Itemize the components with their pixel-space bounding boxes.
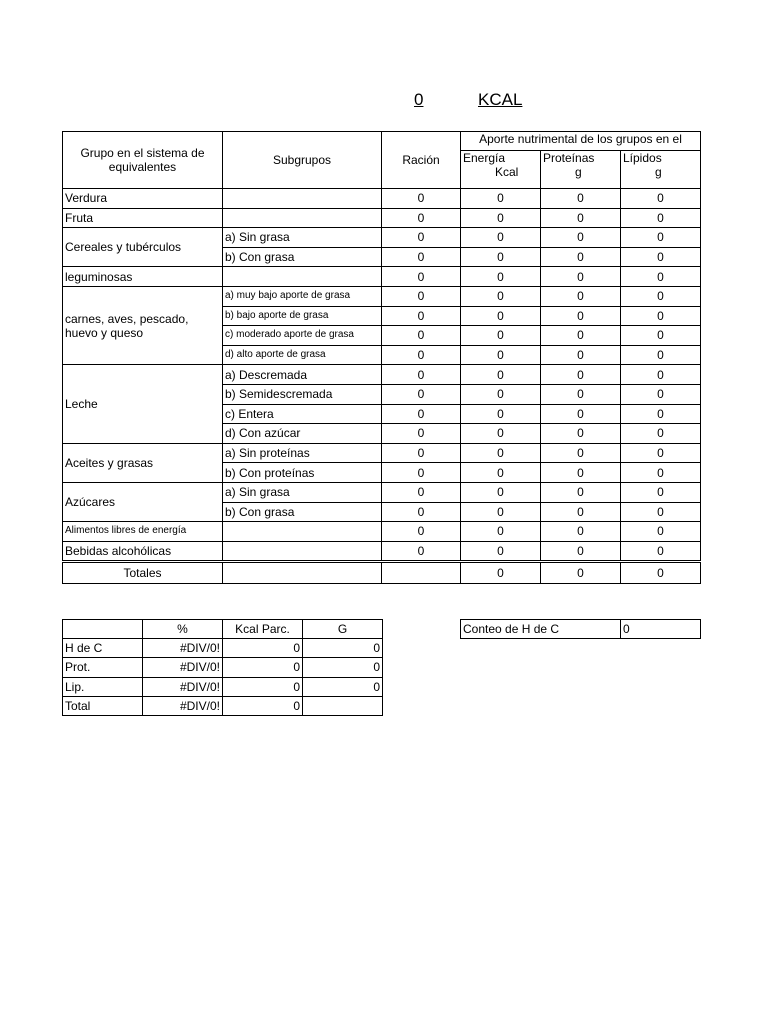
- value-cell: 0: [541, 228, 621, 248]
- empty-cell: 0: [223, 639, 303, 658]
- header-pct: %: [143, 620, 223, 639]
- value-cell: 0: [541, 522, 621, 542]
- value-cell: 0: [382, 404, 461, 424]
- group-label: Aceites y grasas: [63, 443, 223, 482]
- empty-cell: 0: [223, 696, 303, 715]
- value-cell: 0: [621, 404, 701, 424]
- row-label: Lip.: [63, 677, 143, 696]
- totals-row: [63, 562, 701, 584]
- value-cell: 0: [382, 345, 461, 365]
- value-cell: 0: [621, 365, 701, 385]
- value-cell: 0: [382, 189, 461, 209]
- table-row: [63, 443, 701, 463]
- equivalents-table: [62, 131, 701, 584]
- value-cell: 0: [461, 228, 541, 248]
- empty-cell: [223, 522, 382, 542]
- header-ration: Ración: [382, 132, 461, 189]
- conteo-hc-table: [460, 619, 701, 639]
- header-lipid: Lípidos g: [621, 151, 701, 189]
- value-cell: 0: [621, 541, 701, 562]
- value-cell: 0: [621, 306, 701, 326]
- value-cell: 0: [621, 522, 701, 542]
- table-row: [63, 208, 701, 228]
- empty-cell: [223, 208, 382, 228]
- macro-summary-table: [62, 619, 383, 716]
- table-row: [63, 696, 383, 715]
- conteo-value: 0: [621, 620, 701, 639]
- value-cell: 0: [461, 424, 541, 444]
- value-cell: 0: [541, 541, 621, 562]
- value-cell: 0: [461, 306, 541, 326]
- table-row: [63, 639, 383, 658]
- value-cell: 0: [461, 463, 541, 483]
- empty-cell: 0: [223, 677, 303, 696]
- value-cell: 0: [621, 345, 701, 365]
- group-label: Alimentos libres de energía: [63, 522, 223, 542]
- empty-cell: [223, 541, 382, 562]
- subgroup-label: b) Semidescremada: [223, 384, 382, 404]
- row-label: Total: [63, 696, 143, 715]
- value-cell: 0: [621, 384, 701, 404]
- subgroup-label: c) moderado aporte de grasa: [223, 326, 382, 346]
- empty-cell: 0: [303, 658, 383, 677]
- value-cell: 0: [541, 286, 621, 306]
- value-cell: 0: [621, 424, 701, 444]
- group-label: Leche: [63, 365, 223, 443]
- value-cell: 0: [461, 541, 541, 562]
- value-cell: 0: [382, 267, 461, 287]
- value-cell: 0: [621, 443, 701, 463]
- value-cell: 0: [461, 443, 541, 463]
- value-cell: 0: [382, 384, 461, 404]
- value-cell: 0: [461, 384, 541, 404]
- row-label: H de C: [63, 639, 143, 658]
- empty-cell: [223, 562, 382, 584]
- value-cell: 0: [461, 286, 541, 306]
- value-cell: 0: [461, 522, 541, 542]
- value-cell: 0: [541, 189, 621, 209]
- value-cell: 0: [541, 482, 621, 502]
- value-cell: 0: [461, 326, 541, 346]
- value-cell: 0: [382, 463, 461, 483]
- value-cell: 0: [382, 326, 461, 346]
- total-lipid: 0: [621, 562, 701, 584]
- total-energy: 0: [461, 562, 541, 584]
- subgroup-label: b) Con grasa: [223, 247, 382, 267]
- table-row: [63, 541, 701, 562]
- value-cell: 0: [621, 463, 701, 483]
- value-cell: 0: [621, 286, 701, 306]
- value-cell: 0: [382, 424, 461, 444]
- header-g: G: [303, 620, 383, 639]
- empty-cell: #DIV/0!: [143, 639, 223, 658]
- value-cell: 0: [621, 189, 701, 209]
- empty-cell: [63, 620, 143, 639]
- empty-cell: [382, 562, 461, 584]
- value-cell: 0: [382, 247, 461, 267]
- subgroup-label: b) Con grasa: [223, 502, 382, 522]
- table-row: [63, 365, 701, 385]
- subgroup-label: a) muy bajo aporte de grasa: [223, 286, 382, 306]
- value-cell: 0: [382, 228, 461, 248]
- header-subgroup: Subgrupos: [223, 132, 382, 189]
- value-cell: 0: [382, 502, 461, 522]
- table-row: [63, 677, 383, 696]
- value-cell: 0: [541, 326, 621, 346]
- value-cell: 0: [461, 267, 541, 287]
- row-label: Prot.: [63, 658, 143, 677]
- header-group: Grupo en el sistema de equivalentes: [63, 132, 223, 189]
- value-cell: 0: [461, 247, 541, 267]
- value-cell: 0: [461, 482, 541, 502]
- value-cell: 0: [382, 482, 461, 502]
- group-label: Cereales y tubérculos: [63, 228, 223, 267]
- value-cell: 0: [541, 502, 621, 522]
- value-cell: 0: [461, 208, 541, 228]
- value-cell: 0: [621, 482, 701, 502]
- table-row: [63, 189, 701, 209]
- value-cell: 0: [541, 208, 621, 228]
- value-cell: 0: [382, 443, 461, 463]
- empty-cell: #DIV/0!: [143, 677, 223, 696]
- subgroup-label: a) Sin grasa: [223, 482, 382, 502]
- value-cell: 0: [382, 286, 461, 306]
- empty-cell: [223, 267, 382, 287]
- group-label: Bebidas alcohólicas: [63, 541, 223, 562]
- value-cell: 0: [541, 463, 621, 483]
- table-row: [63, 267, 701, 287]
- value-cell: 0: [461, 189, 541, 209]
- value-cell: 0: [461, 404, 541, 424]
- table-row: [63, 658, 383, 677]
- header-aporte: Aporte nutrimental de los grupos en el: [461, 132, 701, 151]
- table-row: [63, 522, 701, 542]
- conteo-label: Conteo de H de C: [461, 620, 621, 639]
- value-cell: 0: [621, 267, 701, 287]
- header-energy: Energía Kcal: [461, 151, 541, 189]
- value-cell: 0: [621, 247, 701, 267]
- subgroup-label: a) Descremada: [223, 365, 382, 385]
- value-cell: 0: [382, 541, 461, 562]
- subgroup-label: c) Entera: [223, 404, 382, 424]
- value-cell: 0: [461, 365, 541, 385]
- group-label: Azúcares: [63, 482, 223, 521]
- value-cell: 0: [621, 208, 701, 228]
- subgroup-label: a) Sin grasa: [223, 228, 382, 248]
- subgroup-label: d) alto aporte de grasa: [223, 345, 382, 365]
- group-label: leguminosas: [63, 267, 223, 287]
- value-cell: 0: [382, 365, 461, 385]
- value-cell: 0: [541, 443, 621, 463]
- value-cell: 0: [621, 326, 701, 346]
- group-label: carnes, aves, pescado, huevo y queso: [63, 286, 223, 364]
- subgroup-label: d) Con azúcar: [223, 424, 382, 444]
- value-cell: 0: [621, 502, 701, 522]
- empty-cell: [303, 696, 383, 715]
- total-kcal-value: 0: [414, 90, 424, 109]
- value-cell: 0: [541, 424, 621, 444]
- value-cell: 0: [541, 345, 621, 365]
- header-protein: Proteínas g: [541, 151, 621, 189]
- subgroup-label: b) Con proteínas: [223, 463, 382, 483]
- table-row: [63, 228, 701, 248]
- table-row: [63, 286, 701, 306]
- value-cell: 0: [541, 384, 621, 404]
- totals-label: Totales: [63, 562, 223, 584]
- total-kcal-unit: KCAL: [478, 90, 523, 109]
- value-cell: 0: [541, 365, 621, 385]
- value-cell: 0: [382, 208, 461, 228]
- group-label: Fruta: [63, 208, 223, 228]
- value-cell: 0: [541, 404, 621, 424]
- table-row: [63, 482, 701, 502]
- subgroup-label: a) Sin proteínas: [223, 443, 382, 463]
- empty-cell: #DIV/0!: [143, 658, 223, 677]
- value-cell: 0: [621, 228, 701, 248]
- empty-cell: 0: [303, 677, 383, 696]
- subgroup-label: b) bajo aporte de grasa: [223, 306, 382, 326]
- total-protein: 0: [541, 562, 621, 584]
- empty-cell: [223, 189, 382, 209]
- empty-cell: #DIV/0!: [143, 696, 223, 715]
- value-cell: 0: [461, 345, 541, 365]
- value-cell: 0: [382, 306, 461, 326]
- header-kcal-parc: Kcal Parc.: [223, 620, 303, 639]
- group-label: Verdura: [63, 189, 223, 209]
- value-cell: 0: [461, 502, 541, 522]
- empty-cell: 0: [223, 658, 303, 677]
- value-cell: 0: [541, 306, 621, 326]
- empty-cell: 0: [303, 639, 383, 658]
- value-cell: 0: [541, 247, 621, 267]
- value-cell: 0: [541, 267, 621, 287]
- value-cell: 0: [382, 522, 461, 542]
